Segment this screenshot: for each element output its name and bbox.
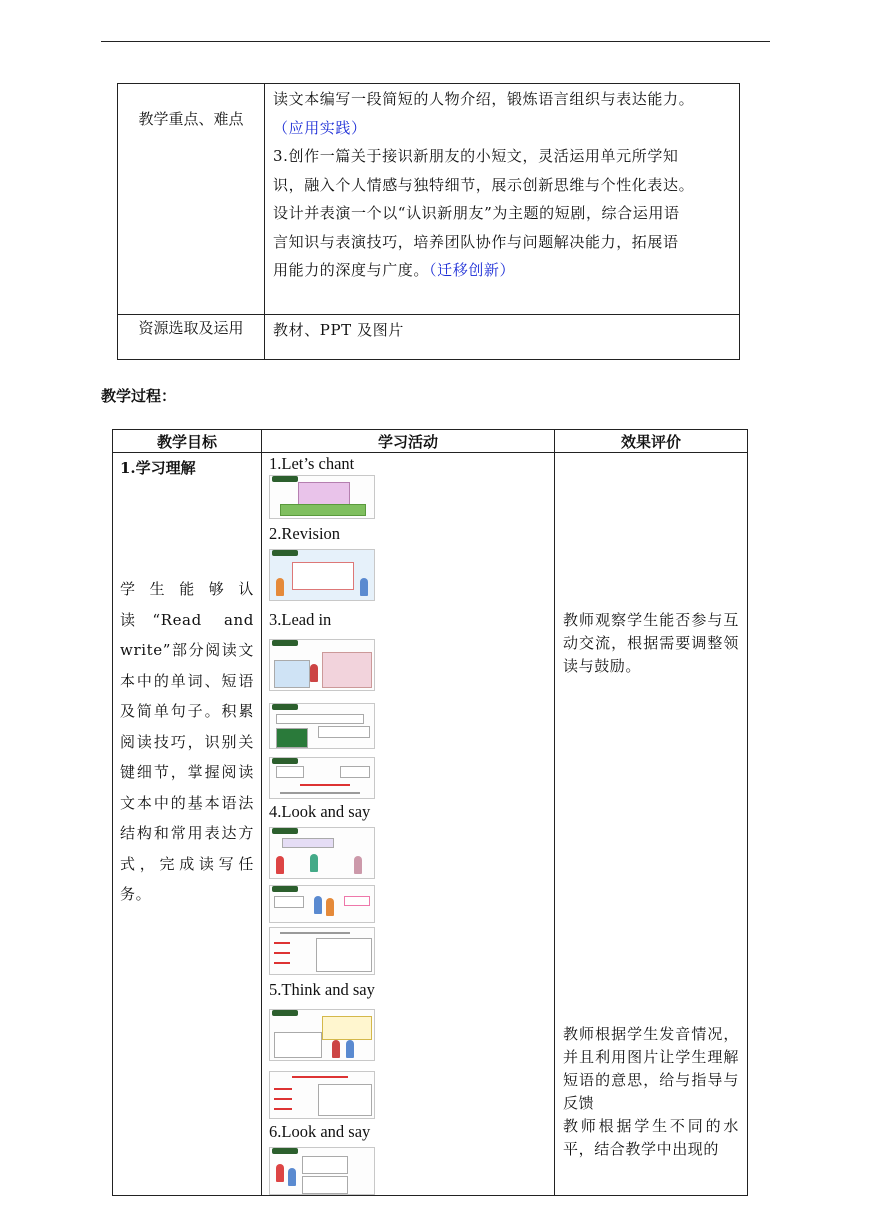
slide-thumbnail xyxy=(269,549,375,601)
focus-label: 教学重点、难点 xyxy=(138,110,244,128)
header-goal: 教学目标 xyxy=(113,430,262,453)
goal-text: 学生能够认读“Read and write”部分阅读文本中的单词、短语及简单句子。积累阅读技巧，识别关键细节，掌握阅读文本中的基本语法结构和常用表达方式，完成读写任务。 xyxy=(120,580,254,903)
step-3: 3.Lead in xyxy=(269,610,332,629)
slide-thumbnail xyxy=(269,827,375,879)
focus-line-7-text: 用能力的深度与广度。 xyxy=(273,261,430,279)
slide-thumbnail xyxy=(269,1147,375,1195)
slide-thumbnail xyxy=(269,885,375,923)
focus-line-6: 言知识与表演技巧，培养团队协作与问题解决能力，拓展语 xyxy=(273,232,679,251)
step-5: 5.Think and say xyxy=(269,980,375,999)
step-6: 6.Look and say xyxy=(269,1122,371,1141)
focus-tag-transfer: （迁移创新） xyxy=(429,261,516,279)
slide-thumbnail xyxy=(269,757,375,799)
process-table xyxy=(112,429,748,1196)
header-eval: 效果评价 xyxy=(555,430,748,453)
resource-content: 教材、PPT 及图片 xyxy=(265,315,740,360)
slide-thumbnail xyxy=(269,639,375,691)
step-2: 2.Revision xyxy=(269,524,341,543)
focus-content xyxy=(265,84,740,315)
focus-line-3: 3.创作一篇关于接识新朋友的小短文，灵活运用单元所学知 xyxy=(273,147,679,165)
focus-tag-applied: （应用实践） xyxy=(273,118,367,137)
slide-thumbnail xyxy=(269,703,375,749)
slide-thumbnail xyxy=(269,1071,375,1119)
eval-feedback xyxy=(563,1023,739,1161)
focus-line-7 xyxy=(273,256,731,285)
focus-line-5: 设计并表演一个以“认识新朋友”为主题的短剧，综合运用语 xyxy=(273,204,680,222)
process-title: 教学过程： xyxy=(101,387,177,405)
eval-cell xyxy=(555,453,748,1196)
step-1: 1.Let’s chant xyxy=(269,454,355,473)
slide-thumbnail xyxy=(269,475,375,519)
eval-observe xyxy=(563,609,739,678)
slide-thumbnail xyxy=(269,1009,375,1061)
header-activity: 学习活动 xyxy=(262,430,555,453)
eval-text-3: 教师根据学生不同的水平，结合教学中出现的 xyxy=(563,1117,739,1158)
eval-text-1: 教师观察学生能否参与互动交流，根据需要调整领读与鼓励。 xyxy=(563,611,739,675)
focus-label-cell xyxy=(118,84,265,315)
focus-table xyxy=(117,83,740,360)
goal-cell xyxy=(113,453,262,1196)
activity-cell xyxy=(262,453,555,1196)
step-4: 4.Look and say xyxy=(269,802,371,821)
slide-thumbnail xyxy=(269,927,375,975)
header-rule xyxy=(101,41,770,42)
resource-label: 资源选取及运用 xyxy=(138,319,244,337)
goal-title: 1.学习理解 xyxy=(120,459,196,477)
focus-line-1: 读文本编写一段简短的人物介绍，锻炼语言组织与表达能力。 xyxy=(273,90,695,108)
resource-label-cell xyxy=(118,315,265,360)
focus-line-4: 识，融入个人情感与独特细节，展示创新思维与个性化表达。 xyxy=(273,175,695,194)
eval-text-2: 教师根据学生发音情况，并且利用图片让学生理解短语的意思，给与指导与反馈 xyxy=(563,1025,739,1112)
